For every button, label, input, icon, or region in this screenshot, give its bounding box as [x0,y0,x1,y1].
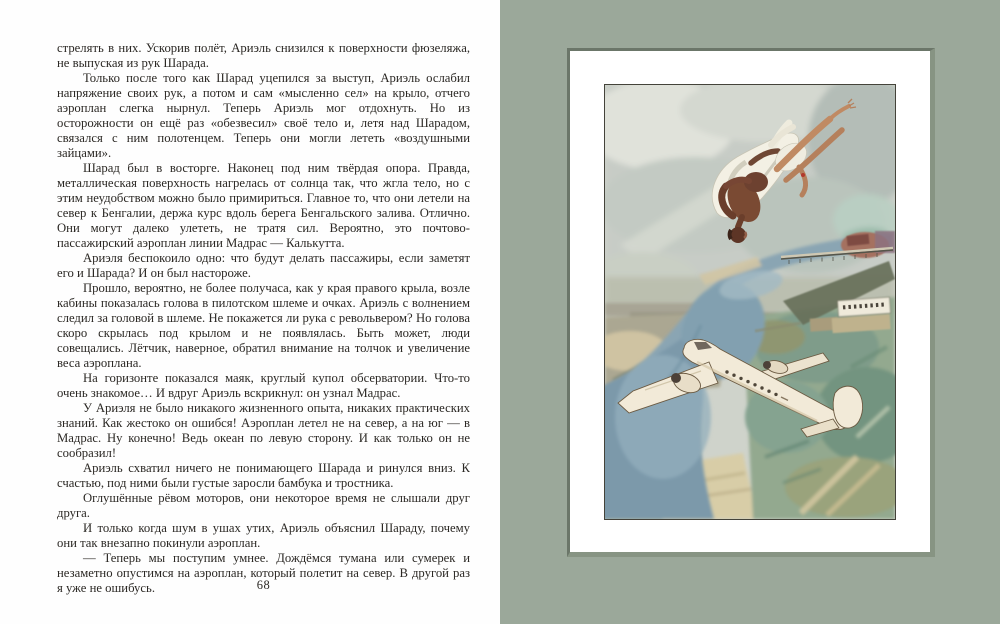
text-block [57,41,470,596]
illustration-svg [605,85,895,519]
right-page [500,0,1000,624]
paragraph: стрелять в них. Ускорив полёт, Ариэль снизился к поверхности фюзеляжа, не выпуская из рук Шарада. [57,41,470,70]
paragraph: Ариэль схватил ничего не понимающего Шарада и ринулся вниз. К счастью, под ними были густые заросли бамбука и тростника. [57,461,470,490]
paragraph: Ариэля беспокоило одно: что будут делать пассажиры, если заметят его и Шарада? И он был настороже. [57,251,470,280]
paragraph: Только после того как Шарад уцепился за выступ, Ариэль ослабил напряжение своих рук, а потом и сам «мысленно сел» на крыло, отчего аэроплан слегка нырнул. Теперь Ариэль мог отдохнуть. Но из осторожности он ещё раз «обезвесил» своё тело и, летя над Шарадом, связался с ним полотенцем. Теперь они могли лететь «воздушными зайцами». [57,71,470,160]
paragraph: Оглушённые рёвом моторов, они некоторое время не слышали друг друга. [57,491,470,520]
sharad-head [730,227,746,243]
paragraph: — Теперь мы поступим умнее. Дождёмся тумана или сумерек и незаметно опустимся на аэроплан, который полетит на север. В другой раз я уже не ошибусь. [57,551,470,595]
illustration-plate [567,48,935,557]
white-building [838,297,891,317]
paragraph: Прошло, вероятно, не более получаса, как у края правого крыла, возле кабины показалась голова в пилотском шлеме и очках. Ариэль с волнением следил за головой в шлеме. Не покажется ли рука с револьвером? Но голова скоро скрылась под крылом и не появлялась. Быть может, люди совещались. Лётчик, наверное, обратил внимание на толчок и увеличение веса аэроплана. [57,281,470,370]
paragraph: На горизонте показался маяк, круглый купол обсерватории. Что-то очень знакомое… И вдруг Ариэль вскрикнул: он узнал Мадрас. [57,371,470,400]
paragraph: У Ариэля не было никакого жизненного опыта, никаких практических знаний. Как жестоко он ошибся! Аэроплан летел не на север, а на юг — в Мадрас. Ну конечно! Ведь океан по левую сторону. И как только он не сообразил! [57,401,470,460]
paragraph: Шарад был в восторге. Наконец под ним твёрдая опора. Правда, металлическая поверхность нагрелась от солнца так, что жгла тело, но с этим неудобством можно было примириться. Главное то, что они летели на север к Бенгалии, держа курс вдоль берега Бенгальского залива. Отлично. Они могут далеко улететь, не тратя сил. Вероятно, это почтово-пассажирский аэроплан линии Мадрас — Калькутта. [57,161,470,250]
illustration-watercolor [604,84,896,520]
paragraph: И только когда шум в ушах утих, Ариэль объяснил Шараду, почему они так внезапно покинули аэроплан. [57,521,470,550]
page-number: 68 [256,578,271,592]
tail-fin [833,386,862,428]
